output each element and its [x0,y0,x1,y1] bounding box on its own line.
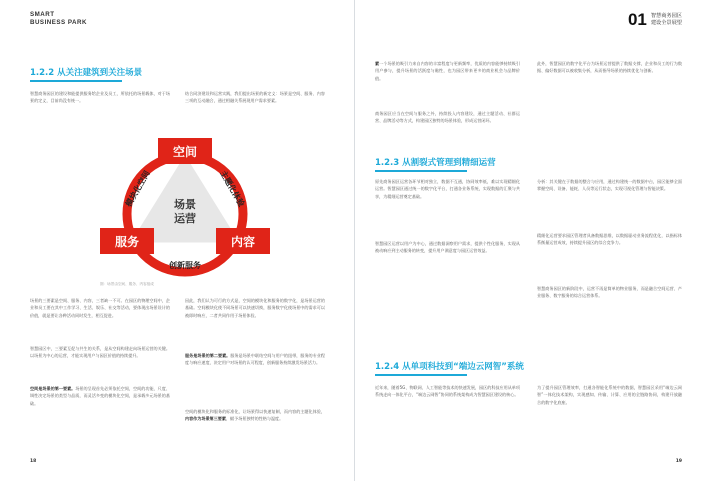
section-heading-1-2-4: 1.2.4 从单项科技到“端边云网智”系统 [375,362,524,372]
center-label-line-2: 运营 [174,212,196,225]
right-col1-paragraph-1-body: 一个场景的吸引力来自内容的丰富程度与更新频率，优质的内容能够持续吸引用户参与，提升场景的活跃度与黏性，也为园区带来更多的商业机会与品牌价值。 [375,61,521,81]
left-col1-paragraph-4-body: 场景的呈现首先必须依托空间，空间的功能、尺度、调性决定场景的类型与品质，而灵活多变的模块化空间，是承载多元场景的基础。 [30,386,171,406]
right-col1-paragraph-1 [375,60,520,82]
heading-underline [375,374,467,376]
right-col2-paragraph-4: 智慧商务园区的新阶段中，运营不再是简单的物业服务，而是融合空间运营、产业服务、数字服务的综合运营体系。 [537,286,682,299]
center-label-line-1: 场景 [174,198,196,211]
right-col1-paragraph-1-lead: 素 [375,61,380,66]
left-col2-paragraph-4-body: 空间的模块化和服务的标准化，让场景得以快速复制，而内容的主题化体验， [185,409,325,414]
scene-triangle-diagram [80,128,290,278]
left-col1-paragraph-2: 场景的三要素是空间、服务、内容，三者缺一不可。在园区的物理空间中，企业和员工要在其中工作学习、生活、娱乐、社交等活动，要体现出场景设计的价值，就是要让各种活动同时发生，相互促进。 [30,298,170,318]
section-heading-1-2-2: 1.2.2 从关注建筑到关注场景 [30,68,143,78]
left-col1-paragraph-4 [30,385,170,407]
left-col2-paragraph-4 [185,408,325,423]
page-number-right: 19 [675,459,682,464]
right-col1-paragraph-4: 智慧园区运营以用户为中心，通过数据洞察用户需求，提供个性化服务，实现从被动响应到主动服务的转变，提升用户满意度与园区运营效益。 [375,241,520,254]
right-col2-paragraph-3: 精细化运营要求园区管理者具备数据思维，以数据驱动业务流程优化，以指标体系衡量运营成效，持续提升园区的综合竞争力。 [537,233,682,246]
chapter-number: 01 [627,10,647,29]
right-page [355,0,710,481]
right-col1-paragraph-2: 商务园区应当在空间与服务之外，持续投入内容建设，通过主题活动、社群运营、品牌活动等方式，构建园区独特的场景体验，形成运营闭环。 [375,111,520,124]
chapter-title-line-1: 智慧商务园区 [650,13,682,20]
diagram-caption: 图：场景由空间、服务、内容组成 [100,282,154,286]
right-col2-paragraph-1: 此外，智慧园区的数字化平台为场景运营提供了数据支撑，企业和员工的行为数据、偏好数据可以被收集分析，从而指导场景的持续优化与创新。 [537,61,682,74]
node-service-label: 服务 [114,235,140,249]
brand-line-2: BUSINESS PARK [30,18,87,26]
node-space-label: 空间 [172,145,198,159]
heading-underline [30,80,122,82]
chapter-title-line-2: 建设全景展望 [650,20,682,26]
brand-wordmark [30,11,87,26]
right-col1-paragraph-5: 近年来，随着5G、物联网、人工智能等技术的快速发展，园区的科技应用从单项系统走向一体化平台，“端边云网智”协同的系统架构成为智慧园区建设的核心。 [375,385,520,398]
edge-label-modular-space: 模块化空间 [123,169,152,209]
right-col1-paragraph-3: 原先商务园区运营各环节相对独立，数据不互通，协同效率低，难以实现精细化运营。智慧园区通过统一的数字化平台，打通各业务系统，实现数据的汇聚与共享，为精细运营奠定基础。 [375,179,520,199]
left-col2-subhead-service: 服务是场景的第二要素。 [185,353,231,358]
right-col2-paragraph-2: 分析：其关键在于数据的整合与应用，通过构建统一的数据中台，园区能够全面掌握空间、设备、能耗、人员等运行状态，实现可视化管理与智能决策。 [537,179,682,192]
left-col1-paragraph-3: 智慧园区中，三要素互促与共生的关系，是从空间构建走向场景运营的关键。以场景为中心的运营，才能实现用户与园区价值的持续提升。 [30,346,170,359]
left-col2-subhead-content: 内容作为场景第三要素 [185,416,226,422]
left-col1-subhead-space: 空间是场景的第一要素。 [30,386,76,391]
page-number-left: 18 [30,459,37,464]
left-col2-paragraph-3-body: 服务是场景中联结空间与用户的纽带，服务的专业程度与响应速度，决定用户对场景的认可程度，创新服务持续激发场景活力。 [185,353,326,366]
edge-label-innovative-service: 创新服务 [169,261,201,270]
right-col2-paragraph-5: 为了提升园区管理效率，打通各智能化系统中的数据，智慧园区采用“端边云网智”一体化技术架构，实现感知、传输、计算、应用的全链路协同，构建开放融合的数字化底座。 [537,385,682,405]
left-col2-paragraph-2: 因此，我们认为可行的方式是，空间的模块化和服务的数字化，是场景运营的基础。空间模块化使不同场景可以快速切换，服务数字化使场景中的需求可以被即时响应，二者共同作用于场景体验。 [185,298,325,318]
section-heading-1-2-3: 1.2.3 从割裂式管理到精细运营 [375,158,496,168]
heading-underline [375,170,467,172]
left-col2-paragraph-3 [185,352,325,367]
left-col2-paragraph-4-tail: ，赋予场景独特的性格与温度。 [225,416,284,422]
node-content-label: 内容 [230,235,256,249]
left-col1-paragraph-1: 智慧商务园区的建设和能提供服务给企业及员工，所依托的场景载体，对于场景的定义，目前尚没有统一。 [30,91,170,104]
left-col2-paragraph-1: 结合同济建设和运营实践，我们提出场景的新定义：场景是空间、服务、内容三项的互动融合，通过相融关系展现用户需求要素。 [185,91,325,104]
edge-label-themed-experience: 主题化体验 [218,169,247,209]
chapter-header [628,10,682,30]
brand-line-1: SMART [30,11,55,18]
